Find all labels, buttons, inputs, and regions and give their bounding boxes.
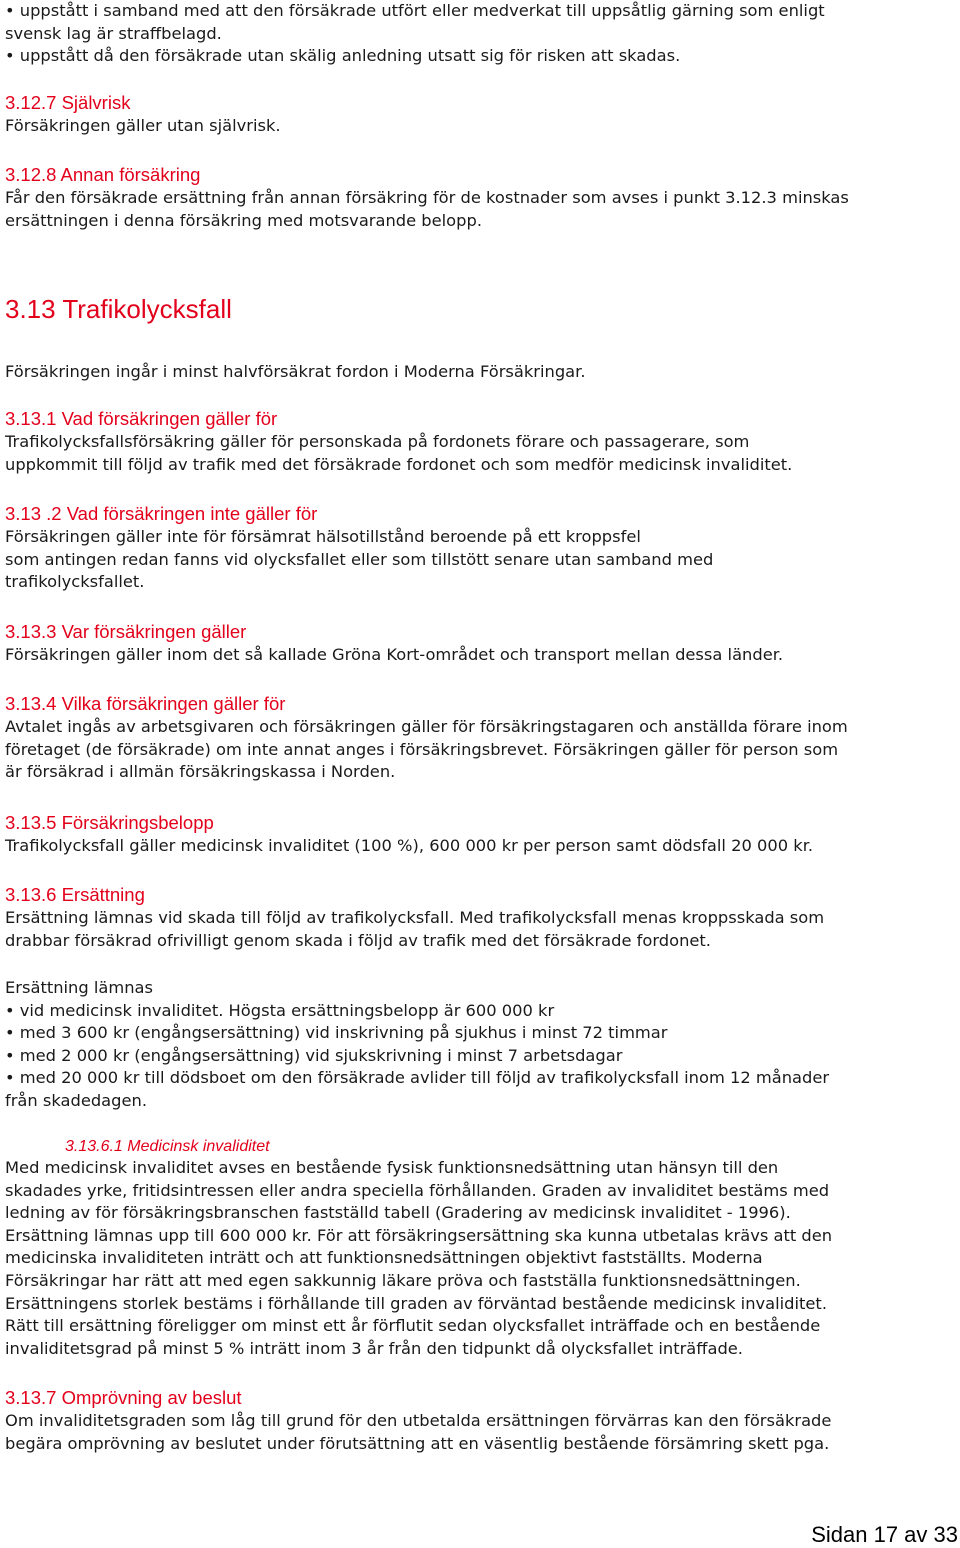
text-line: företaget (de försäkrade) om inte annat anges i försäkringsbrevet. Försäkringen gäller för person som — [5, 739, 839, 759]
page-number: Sidan 17 av 33 — [811, 1522, 958, 1547]
text-line: medicinska invaliditeten inträtt och att funktionsnedsättningen objektivt fastställts. Moderna — [5, 1248, 763, 1268]
section-3-13-4 — [5, 692, 960, 784]
section-heading: 3.13.4 Vilka försäkringen gäller för — [5, 693, 286, 714]
subsection-heading: 3.13.6.1 Medicinsk invaliditet — [65, 1138, 270, 1155]
text-line: ledning av för försäkringsbranschen fastställd tabell (Gradering av medicinsk invaliditet - 1996). — [5, 1203, 791, 1223]
section-3-12-8 — [5, 163, 960, 232]
section-heading: 3.13.6 Ersättning — [5, 884, 145, 905]
chapter-heading: 3.13 Trafikolycksfall — [5, 294, 232, 324]
text-line: Om invaliditetsgraden som låg till grund för den utbetalda ersättningen förvärras kan den försäkrade — [5, 1411, 832, 1430]
text-line: Får den försäkrade ersättning från annan försäkring för de kostnader som avses i punkt 3.12.3 minskas — [5, 188, 849, 207]
text-line: Rätt till ersättning föreligger om minst ett år förflutit sedan olycksfallet inträffade och en bestående — [5, 1316, 821, 1336]
section-heading: 3.13.7 Omprövning av beslut — [5, 1387, 242, 1408]
paragraph: Försäkringen ingår i minst halvförsäkrat fordon i Moderna Försäkringar. — [5, 362, 586, 381]
text-line: svensk lag är straffbelagd. — [5, 23, 222, 43]
text-line: Trafikolycksfallsförsäkring gäller för personskada på fordonets förare och passagerare, som — [5, 432, 750, 451]
text-line: skadades yrke, fritidsintressen eller andra speciella förhållanden. Graden av invaliditet bestäms med — [5, 1180, 830, 1200]
section-3-13-7 — [5, 1386, 960, 1455]
text-line: Ersättning lämnas upp till 600 000 kr. För att försäkringsersättning ska kunna utbetalas krävs att den — [5, 1225, 833, 1245]
section-heading: 3.13 .2 Vad försäkringen inte gäller för — [5, 503, 318, 524]
list-item: • vid medicinsk invaliditet. Högsta ersättningsbelopp är 600 000 kr — [5, 1000, 555, 1020]
text-line: är försäkrad i allmän försäkringskassa i Norden. — [5, 762, 396, 782]
text-line: ersättningen i denna försäkring med motsvarande belopp. — [5, 210, 482, 230]
paragraph: Trafikolycksfall gäller medicinsk invaliditet (100 %), 600 000 kr per person samt dödsfall 20 000 kr. — [5, 836, 814, 855]
text-line: Försäkringar har rätt att med egen sakkunnig läkare pröva och fastställa funktionsnedsättningen. — [5, 1270, 801, 1290]
section-heading: 3.13.5 Försäkringsbelopp — [5, 812, 214, 833]
list-item: • med 2 000 kr (engångsersättning) vid sjukskrivning i minst 7 arbetsdagar — [5, 1045, 623, 1065]
text-line: • uppstått i samband med att den försäkrade utfört eller medverkat till uppsåtlig gärning som enligt — [5, 1, 825, 20]
list-item-continuation: från skadedagen. — [5, 1090, 148, 1110]
section-3-13-1 — [5, 407, 960, 476]
section-3-13-3 — [5, 620, 960, 667]
section-3-12-7 — [5, 91, 960, 138]
text-line: Med medicinsk invaliditet avses en bestående fysisk funktionsnedsättning utan hänsyn till den — [5, 1158, 779, 1177]
list-intro: Ersättning lämnas — [5, 978, 154, 997]
text-line: som antingen redan fanns vid olycksfallet eller som tillstött senare utan samband med — [5, 549, 714, 569]
section-heading: 3.13.3 Var försäkringen gäller — [5, 621, 247, 642]
section-3-13-5 — [5, 811, 960, 858]
paragraph: Försäkringen gäller utan självrisk. — [5, 116, 281, 135]
section-3-13-intro — [5, 361, 960, 384]
paragraph: Försäkringen gäller inom det så kallade Gröna Kort-området och transport mellan dessa länder. — [5, 645, 784, 664]
bullet-list-top — [5, 0, 960, 68]
list-item: • med 3 600 kr (engångsersättning) vid inskrivning på sjukhus i minst 72 timmar — [5, 1023, 668, 1043]
compensation-list — [5, 977, 960, 1113]
section-heading: 3.12.7 Självrisk — [5, 92, 131, 113]
text-line: begära omprövning av beslutet under förutsättning att en väsentlig bestående försämring skett pga. — [5, 1433, 830, 1453]
section-3-13-6 — [5, 883, 960, 952]
list-item: • med 20 000 kr till dödsboet om den försäkrade avlider till följd av trafikolycksfall inom 12 månader — [5, 1068, 830, 1088]
section-3-13-6-1 — [5, 1137, 960, 1360]
section-heading: 3.13.1 Vad försäkringen gäller för — [5, 408, 278, 429]
text-line: drabbar försäkrad ofrivilligt genom skada i följd av trafik med det försäkrade fordonet. — [5, 930, 711, 950]
text-line: • uppstått då den försäkrade utan skälig anledning utsatt sig för risken att skadas. — [5, 46, 681, 66]
text-line: invaliditetsgrad på minst 5 % inträtt inom 3 år från den tidpunkt då olycksfallet inträffade. — [5, 1338, 743, 1358]
section-heading: 3.12.8 Annan försäkring — [5, 164, 201, 185]
text-line: Avtalet ingås av arbetsgivaren och försäkringen gäller för försäkringstagaren och anställda förare inom — [5, 717, 848, 736]
section-3-13-2 — [5, 502, 960, 594]
text-line: Ersättning lämnas vid skada till följd av trafikolycksfall. Med trafikolycksfall menas kroppsskada som — [5, 908, 825, 927]
section-3-13 — [5, 294, 960, 324]
text-line: Ersättningens storlek bestäms i förhållande till graden av förväntad bestående medicinsk invaliditet. — [5, 1293, 827, 1313]
text-line: Försäkringen gäller inte för försämrat hälsotillstånd beroende på ett kroppsfel — [5, 527, 641, 546]
text-line: trafikolycksfallet. — [5, 572, 145, 592]
text-line: uppkommit till följd av trafik med det försäkrade fordonet och som medför medicinsk invaliditet. — [5, 454, 793, 474]
